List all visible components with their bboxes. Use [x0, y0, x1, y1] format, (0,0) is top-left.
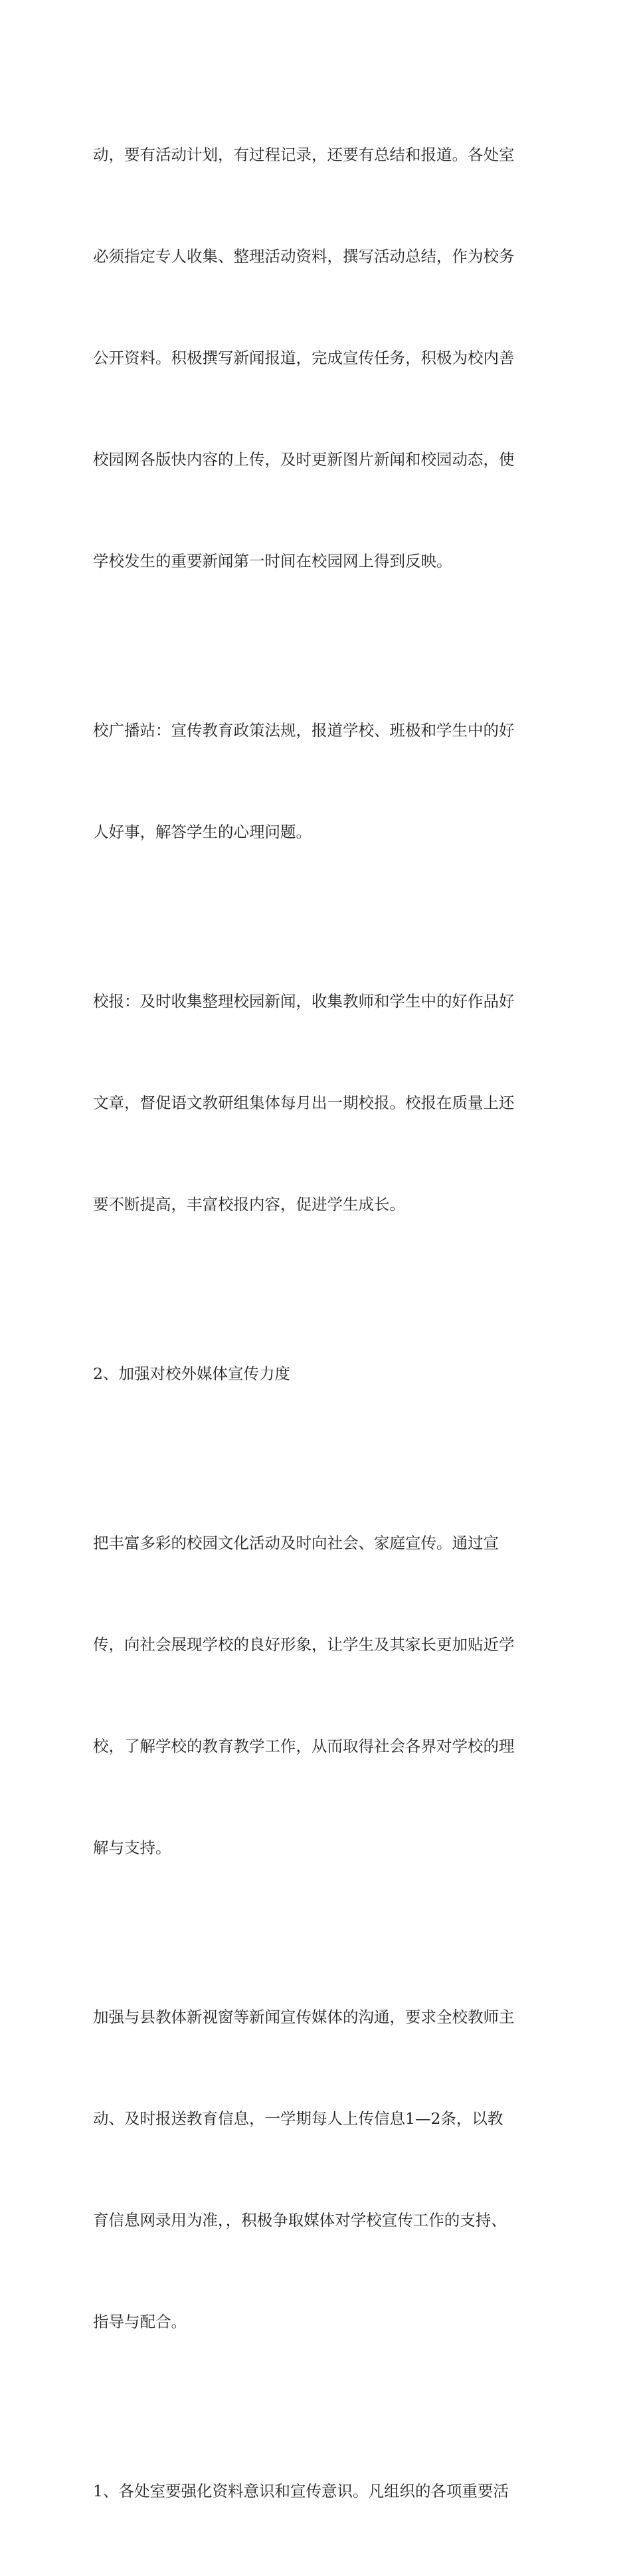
- text-line: 文章，督促语文教研组集体每月出一期校报。校报在质量上还: [93, 1093, 515, 1112]
- text-line: 指导与配合。: [93, 2312, 187, 2331]
- text-line: 传，向社会展现学校的良好形象，让学生及其家长更加贴近学: [93, 1635, 515, 1654]
- document-body: [93, 70, 545, 2576]
- paragraph-activity-records: [93, 70, 545, 646]
- text-line: 校报：及时收集整理校园新闻，收集教师和学生中的好作品好: [93, 992, 515, 1010]
- text-line: 解与支持。: [93, 1838, 171, 1857]
- text-line: 公开资料。积极撰写新闻报道，完成宣传任务，积极为校内善: [93, 349, 515, 367]
- text-line: 校，了解学校的教育教学工作，从而取得社会各界对学校的理: [93, 1737, 515, 1755]
- text-line: 人好事，解答学生的心理问题。: [93, 823, 312, 841]
- paragraph-media-communication: [93, 1933, 545, 2407]
- text-line: 育信息网录用为准，，积极争取媒体对学校宣传工作的支持、: [93, 2211, 507, 2229]
- paragraph-broadcast-station: [93, 646, 545, 917]
- paragraph-school-newspaper: [93, 917, 545, 1289]
- text-line: 加强与县教体新视窗等新闻宣传媒体的沟通，要求全校教师主: [93, 2008, 515, 2026]
- text-line: 1、各处室要强化资料意识和宣传意识。凡组织的各项重要活: [93, 2482, 509, 2500]
- paragraph-society-publicity: [93, 1459, 545, 1933]
- text-line: 校广播站：宣传教育政策法规，报道学校、班极和学生中的好: [93, 721, 515, 740]
- text-line: 必须指定专人收集、整理活动资料，撰写活动总结，作为校务: [93, 247, 515, 266]
- text-line: 动，要有活动计划，有过程记录，还要有总结和报道。各处室: [93, 145, 515, 164]
- paragraph-departments-awareness: [93, 2407, 545, 2576]
- text-line: 校园网各版快内容的上传，及时更新图片新闻和校园动态，使: [93, 450, 515, 469]
- text-line: 要不断提高，丰富校报内容，促进学生成长。: [93, 1195, 405, 1214]
- text-line: 学校发生的重要新闻第一时间在校园网上得到反映。: [93, 552, 452, 570]
- text-line: 动、及时报送教育信息，一学期每人上传信息1—2条，以教: [93, 2109, 503, 2128]
- heading-line: 2、加强对校外媒体宣传力度: [93, 1364, 290, 1383]
- text-line: 把丰富多彩的校园文化活动及时向社会、家庭宣传。通过宣: [93, 1534, 499, 1552]
- section-heading-external-media: [93, 1289, 545, 1459]
